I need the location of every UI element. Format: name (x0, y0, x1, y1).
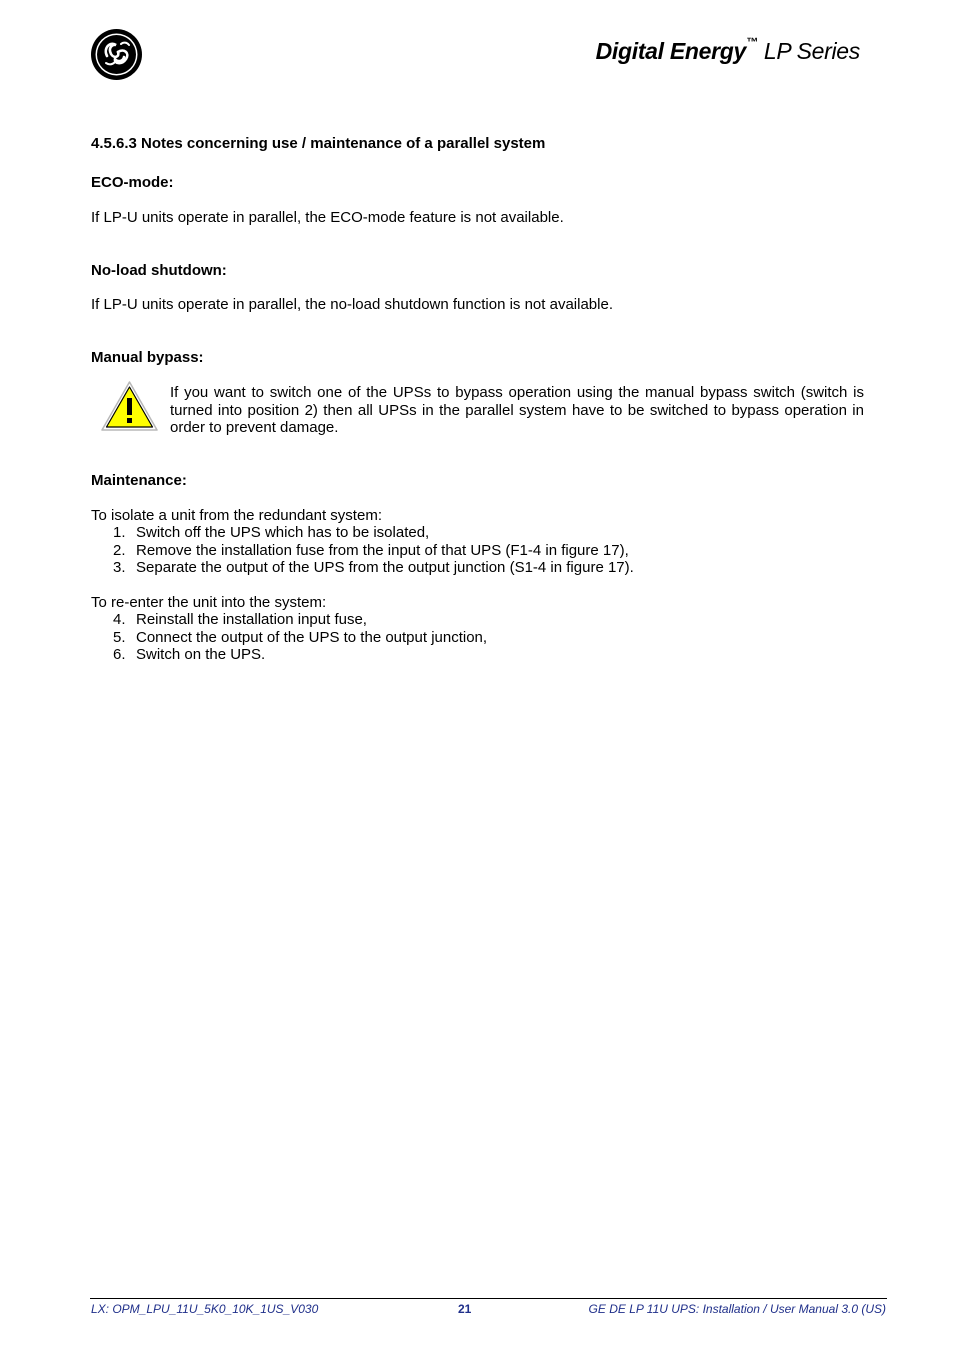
ge-monogram-logo-icon (90, 28, 143, 81)
step-text: Switch off the UPS which has to be isolated, (136, 524, 430, 541)
step-number: 4. (113, 611, 126, 628)
isolate-steps-list (113, 524, 634, 577)
eco-mode-heading: ECO-mode: (91, 174, 174, 191)
footer-manual-title: GE DE LP 11U UPS: Installation / User Manual 3.0 (US) (588, 1302, 886, 1316)
step-text: Reinstall the installation input fuse, (136, 611, 367, 628)
reenter-steps-list (113, 611, 487, 664)
step-number: 2. (113, 541, 126, 559)
isolate-intro: To isolate a unit from the redundant system: (91, 507, 382, 524)
step-text: Connect the output of the UPS to the output junction, (136, 628, 488, 646)
list-item (113, 559, 634, 577)
list-item (113, 629, 487, 647)
trademark-mark: ™ (746, 35, 758, 50)
list-item (113, 524, 634, 542)
step-text: Remove the installation fuse from the input of that UPS (F1-4 in figure 17), (136, 541, 629, 559)
warning-triangle-icon (100, 380, 159, 433)
no-load-shutdown-heading: No-load shutdown: (91, 262, 227, 279)
maintenance-heading: Maintenance: (91, 472, 187, 489)
footer-document-id: LX: OPM_LPU_11U_5K0_10K_1US_V030 (91, 1302, 319, 1316)
step-number: 3. (113, 559, 126, 576)
eco-mode-text: If LP-U units operate in parallel, the ECO-mode feature is not available. (91, 209, 564, 226)
brand-series: LP Series (757, 38, 860, 64)
step-number: 5. (113, 628, 126, 646)
list-item (113, 611, 487, 629)
list-item (113, 646, 487, 664)
step-number: 6. (113, 646, 126, 663)
step-text: Switch on the UPS. (136, 646, 266, 663)
no-load-shutdown-text: If LP-U units operate in parallel, the no-load shutdown function is not available. (91, 296, 613, 313)
manual-bypass-heading: Manual bypass: (91, 349, 204, 366)
page-number: 21 (458, 1302, 472, 1316)
step-text: Separate the output of the UPS from the output junction (S1-4 in figure 17). (136, 559, 634, 576)
section-title: 4.5.6.3 Notes concerning use / maintenance of a parallel system (91, 135, 546, 152)
brand-title (595, 35, 860, 65)
list-item (113, 542, 634, 560)
step-number: 1. (113, 524, 126, 541)
reenter-intro: To re-enter the unit into the system: (91, 594, 327, 611)
brand-name: Digital Energy (595, 38, 747, 64)
footer-divider (90, 1298, 887, 1299)
manual-bypass-warning-text: If you want to switch one of the UPSs to bypass operation using the manual bypass switch (switch is turned into position 2) then all UPSs in the parallel system have to be switched to bypass operation in order to prevent damage. (170, 384, 864, 436)
